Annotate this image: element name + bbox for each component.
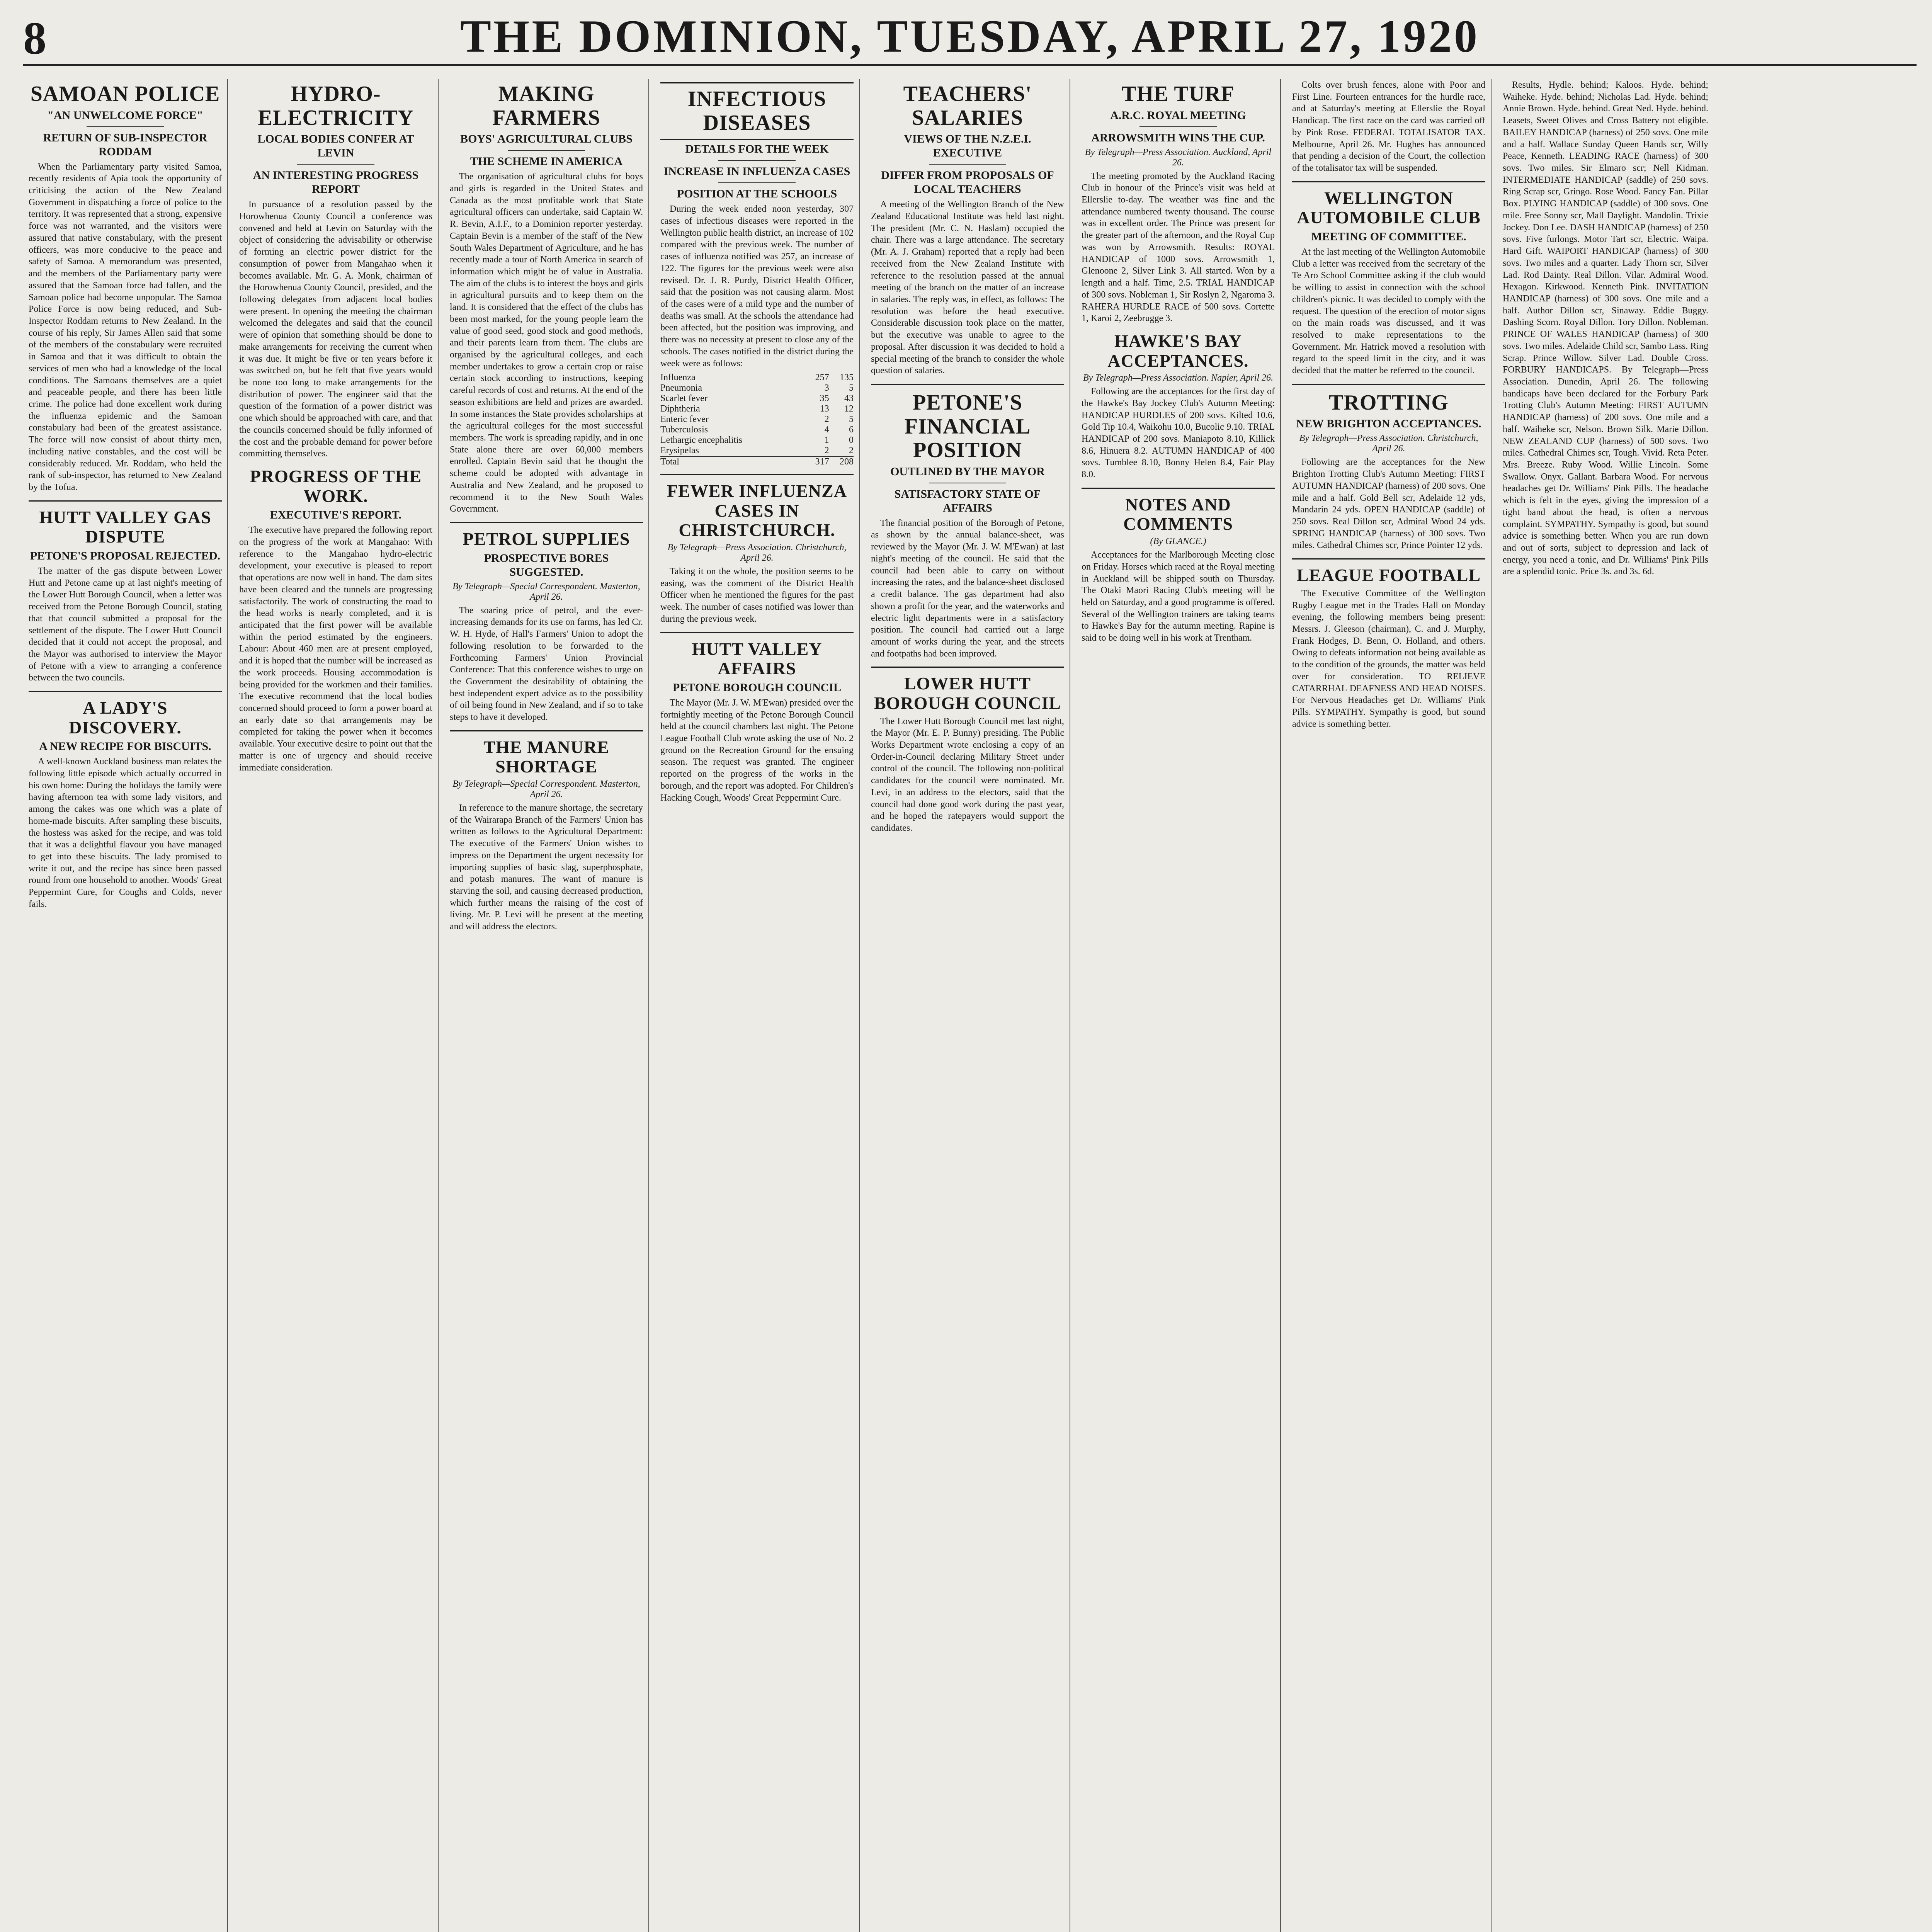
disease-name: Pneumonia <box>660 383 702 393</box>
article-ladys-discovery <box>29 698 222 910</box>
disease-name: Diphtheria <box>660 404 700 414</box>
case-count: 257 <box>815 372 829 383</box>
case-count: 2 <box>824 414 829 425</box>
case-count: 6 <box>849 425 854 435</box>
subheadline: PETONE BOROUGH COUNCIL <box>672 681 842 694</box>
case-count: 0 <box>849 435 854 446</box>
article-christchurch-influenza <box>660 481 854 625</box>
article-body: In reference to the manure shortage, the secretary of the Wairarapa Branch of the Farmers' Union has written as follows to the Agricultural Department: The executive of the Farmers' Union wishes to impress on the Department the urgent necessity for importing supplies of basic slag, superphosphate, and potash manures. The want of manure is starving the soil, and causing decreased production, which further means the raising of the cost of living. Mr. P. Levi will be present at the meeting and will address the electors. <box>450 803 643 932</box>
article-hawkes-bay <box>1082 332 1275 481</box>
article-trotting <box>1292 391 1485 551</box>
subheadline: DETAILS FOR THE WEEK <box>685 143 829 156</box>
disease-name: Lethargic encephalitis <box>660 435 743 446</box>
article-manure-shortage <box>450 738 643 933</box>
table-row <box>660 435 854 446</box>
subheadline: MEETING OF COMMITTEE. <box>1311 230 1466 243</box>
dateline: By Telegraph—Press Association. Christchurch, April 26. <box>1299 433 1478 454</box>
column-1 <box>23 79 228 1932</box>
article-body: When the Parliamentary party visited Samoa, recently residents of Apia took the opportunity of criticising the action of the New Zealand Government in dispatching a force of police to the territory. It was represented that a strong, expensive force was not warranted, and the visitors were assured that native constabulary, with the present officers, was more conducive to the peace and safety of Samoa. A memorandum was presented, and the members of the Parliamentary party were assured that the Samoan force had fallen, and the Samoan police had become unpopular. The Samoa Police Force is now being reduced, and Sub-Inspector Roddam returns to New Zealand. In the course of his reply, Sir James Allen said that some of the members of the constabulary were recruited in Samoa and that it was difficult to obtain the services of men who had a knowledge of the local conditions. The Samoans themselves are a quiet and peaceable people, and there has been little crime. The police had done excellent work during the influenza epidemic and the Samoan constabulary had been of the greatest assistance. The force will now consist of about thirty men, including native constables, and the cost will be considerably reduced. Mr. Roddam, who held the rank of sub-inspector, has returned to New Zealand by the Tofua. <box>29 162 222 492</box>
dateline: By Telegraph—Press Association. Auckland, April 26. <box>1085 147 1272 168</box>
article-body: The financial position of the Borough of Petone, as shown by the annual balance-sheet, was reviewed by the Mayor (Mr. J. W. M'Ewan) at last night's meeting of the council. He said that the council had been able to carry on without increasing the rates, and the balance-sheet disclosed a credit balance. The gas department had also shown a profit for the year, and the waterworks and electric light departments were in a satisfactory position. The council had carried out a large amount of works during the year, and the streets and footpaths had been improved. <box>871 518 1064 659</box>
article-body: In pursuance of a resolution passed by the Horowhenua County Council a conference was convened and held at Levin on Saturday with the object of considering the advisability or otherwise of forming an electric power district for the consumption of power from Mangahao when it becomes available. Mr. G. A. Monk, chairman of the Horowhenua County Council, presided, and the following delegates from adjacent local bodies were present. In opening the meeting the chairman welcomed the delegates and said that the council were of opinion that something should be done to make arrangements for receiving the current when it was due. It might be five or ten years before it was switched on, but he felt that five years would be none too long to make arrangements for the distribution of power. The engineer said that the question of the formation of a power district was one which should be approached with care, and that the councils concerned should be fully informed of the cost and the probable demand for power before committing themselves. <box>239 199 432 459</box>
table-row <box>660 383 854 393</box>
column-3 <box>444 79 649 1932</box>
article-making-farmers <box>450 82 643 515</box>
headline: HYDRO-ELECTRICITY <box>258 82 414 130</box>
article-body: Acceptances for the Marlborough Meeting close on Friday. Horses which raced at the Royal meeting in Auckland will be shipped south on Thursday. The Otaki Maori Racing Club's meeting will be held on Saturday, and a good programme is offered. Several of the Wellington trainers are taking teams to Hawke's Bay for the autumn meeting. Rapine is said to be doing well in his work at Trentham. <box>1082 550 1275 643</box>
article-automobile-club <box>1292 189 1485 377</box>
headline: HUTT VALLEY AFFAIRS <box>692 639 822 679</box>
table-row <box>660 372 854 383</box>
article-samoan-police <box>29 82 222 493</box>
headline: LEAGUE FOOTBALL <box>1296 565 1481 585</box>
subheadline: SATISFACTORY STATE OF AFFAIRS <box>894 487 1041 514</box>
article-body: The meeting promoted by the Auckland Racing Club in honour of the Prince's visit was held at Ellerslie to-day. The weather was fine and the attendance numbered twenty thousand. The course was in excellent order. The Prince was present for the greater part of the afternoon, and the Royal Cup was won by Arrowsmith. Results: ROYAL HANDICAP of 1000 sovs. Arrowsmith 1, Glenoone 2, Silver Link 3. All started. Won by a length and a half. Time, 2.5. TRIAL HANDICAP of 300 sovs. Nobleman 1, Sir Roslyn 2, Ngaroma 3. RAHERA HURDLE RACE of 500 sovs. Cortette 1, Karoi 2, Zeebrugge 3. <box>1082 171 1275 324</box>
case-count: 35 <box>820 393 829 404</box>
article-teachers-salaries <box>871 82 1064 377</box>
subheadline: RETURN OF SUB-INSPECTOR RODDAM <box>43 131 207 158</box>
article-petone-financial <box>871 391 1064 660</box>
case-count: 5 <box>849 383 854 393</box>
case-count: 2 <box>824 446 829 456</box>
byline: (By GLANCE.) <box>1150 536 1206 547</box>
article-turf-continued <box>1292 79 1485 174</box>
article-league-football <box>1292 566 1485 730</box>
headline: PETONE'S FINANCIAL POSITION <box>904 390 1031 463</box>
column-4 <box>655 79 860 1932</box>
article-body: At the last meeting of the Wellington Automobile Club a letter was received from the secretary of the Te Aro School Committee asking if the club would be willing to assist in connection with the school children's picnic. It was decided to comply with the request. The question of the erection of motor signs on the main roads was discussed, and it was resolved to make representations to the Government. Mr. Hatrick moved a resolution with regard to the speed limit in the city, and it was decided that the matter be referred to the council. <box>1292 247 1485 376</box>
article-lower-hutt-council <box>871 674 1064 834</box>
column-5 <box>866 79 1070 1932</box>
article-trotting-continued <box>1503 79 1708 578</box>
subheadline: PETONE'S PROPOSAL REJECTED. <box>30 549 221 562</box>
article-body: A well-known Auckland business man relates the following little episode which actually occurred in his own home: During the holidays the family were having afternoon tea with some lady visitors, and among the cakes was one which was a plate of home-made biscuits. After sampling these biscuits, the hostess was asked for the recipe, and was told that it was a delightful flavour you have managed to get into these biscuits. The lady promised to write it out, and the recipe has since been passed round from one household to another. Woods' Great Peppermint Cure, for Coughs and Colds, never fails. <box>29 757 222 909</box>
disease-name: Influenza <box>660 372 696 383</box>
masthead <box>23 8 1917 66</box>
article-body: The Executive Committee of the Wellington Rugby League met in the Trades Hall on Monday evening, the following members being present: Messrs. J. Gleeson (chairman), C. and J. Murphy, Frank Hodges, D. Benn, O. Holland, and others. Owing to defeats information not being available as to the condition of the grounds, the matter was held over for consideration. TO RELIEVE CATARRHAL DEAFNESS AND HEAD NOISES. For Nervous Headaches get Dr. Williams' Pink Pills. SYMPATHY. Sympathy is good, but sound advice is something better. <box>1292 588 1485 729</box>
case-count: 135 <box>840 372 854 383</box>
table-row <box>660 414 854 425</box>
newspaper-title: THE DOMINION, TUESDAY, APRIL 27, 1920 <box>460 10 1480 62</box>
subheadline: EXECUTIVE'S REPORT. <box>270 509 402 522</box>
table-row <box>660 393 854 404</box>
table-row <box>660 446 854 456</box>
subheadline: PROSPECTIVE BORES SUGGESTED. <box>484 551 609 578</box>
article-body: During the week ended noon yesterday, 307 cases of infectious diseases were reported in the Wellington public health district, an increase of 102 compared with the previous week. The number of cases of influenza notified was 257, an increase of 122. The figures for the previous week were also revised. Dr. J. R. Purdy, District Health Officer, said that the position was not causing alarm. Most of the cases were of a mild type and the number of deaths was small. At the schools the attendance had been affected, but the position was improving, and there was no necessity at present to close any of the schools. The cases notified in the district during the week were as follows: <box>660 204 854 369</box>
subheadline: THE SCHEME IN AMERICA <box>470 155 623 168</box>
article-notes-comments <box>1082 495 1275 644</box>
article-body: The Lower Hutt Borough Council met last night, the Mayor (Mr. E. P. Bunny) presiding. The Public Works Department wrote enclosing a copy of an Order-in-Council declaring Military Street under control of the council. The following non-political candidates for the council were nominated. Mr. Levi, in an address to the electors, said that the council had done good work during the past year, and he hoped the ratepayers would support the candidates. <box>871 716 1064 833</box>
column-8 <box>1497 79 1714 1932</box>
headline: FEWER INFLUENZA CASES IN CHRISTCHURCH. <box>667 481 847 540</box>
article-body: The organisation of agricultural clubs for boys and girls is regarded in the United States and Canada as the most profitable work that State agricultural officers can undertake, said Captain W. R. Bevin, A.I.F., to a Dominion reporter yesterday. Captain Bevin is a member of the staff of the New South Wales Department of Agriculture, and he has recently made a tour of North America in search of information which might be of value in Australia. The aim of the clubs is to interest the boys and girls in agricultural pursuits and to keep them on the land. It is considered that the effect of the clubs has been most marked, for the young people learn the value of good seed, good stock and good methods, and their parents learn from them. The clubs are organised by the agricultural colleges, and each member undertakes to grow a certain crop or raise certain stock according to instructions, keeping careful records of cost and returns. At the end of the season exhibitions are held and prizes are awarded. In some instances the State provides scholarships at the agricultural colleges for the most successful members. The work is spreading rapidly, and in one State alone there are over 60,000 members enrolled. Captain Bevin said that he thought the scheme could be adopted with advantage in Australia and New Zealand, and he proposed to recommend it to the New South Wales Government. <box>450 172 643 514</box>
subheadline: A NEW RECIPE FOR BISCUITS. <box>39 740 211 753</box>
subheadline: NEW BRIGHTON ACCEPTANCES. <box>1296 417 1481 430</box>
headline: A LADY'S DISCOVERY. <box>69 698 182 737</box>
disease-name: Erysipelas <box>660 446 699 456</box>
article-petrol-supplies <box>450 529 643 723</box>
case-count: 43 <box>844 393 854 404</box>
article-body: A meeting of the Wellington Branch of the New Zealand Educational Institute was held last night. The president (Mr. C. N. Haslam) occupied the chair. There was a large attendance. The secretary (Mr. A. J. Graham) reported that a reply had been received from the New Zealand Institute with reference to the resolution passed at the annual meeting of the branch on the matter of an increase in salaries. The reply was, in effect, as follows: The resolution was before the head executive. Considerable discussion took place on the matter, but the executive was unable to agree to the proposal. After discussion it was decided to hold a special meeting of the branch to consider the whole question of salaries. <box>871 199 1064 376</box>
case-count: 12 <box>844 404 854 414</box>
headline: LOWER HUTT BOROUGH COUNCIL <box>874 673 1061 713</box>
dateline: By Telegraph—Special Correspondent. Masterton, April 26. <box>452 779 640 799</box>
page-number: 8 <box>23 12 46 64</box>
headline: MAKING FARMERS <box>492 82 600 130</box>
case-count: 1 <box>824 435 829 446</box>
headline: THE MANURE SHORTAGE <box>483 737 609 777</box>
subheadline: ARROWSMITH WINS THE CUP. <box>1091 131 1265 144</box>
disease-name: Enteric fever <box>660 414 709 425</box>
headline: INFECTIOUS DISEASES <box>660 82 854 140</box>
headline: TEACHERS' SALARIES <box>903 82 1032 130</box>
headline: NOTES AND COMMENTS <box>1123 494 1233 534</box>
case-count: 13 <box>820 404 829 414</box>
article-infectious-diseases <box>660 82 854 467</box>
dateline: By Telegraph—Press Association. Napier, April 26. <box>1083 373 1274 383</box>
headline: THE TURF <box>1122 82 1235 106</box>
case-count: 2 <box>849 446 854 456</box>
disease-name: Scarlet fever <box>660 393 707 404</box>
article-body: Results, Hydle. behind; Kaloos. Hyde. behind; Waiheke. Hyde. behind; Nicholas Lad. Hyde. behind; Annie Brown. Hyde. behind. Great Ned. Hyde. behind. Leasets, Sweet Olives and Cross Battery not eligible. BAILEY HANDICAP (harness) of 250 sovs. One mile and a half. Wallace Sunday Queen Hands scr, Willy Peace, Kenneth. LEADING RACE (harness) of 300 sovs. Two miles. Sir Elmaro scr; Nell Kidman. INTERMEDIATE HANDICAP (saddle) of 250 sovs. Ring Scrap scr, Gringo. Rose Wood. Fancy Fan. Pillar Box. PLYING HANDICAP (saddle) of 300 sovs. One mile. Free Sonny scr, Mall Daylight. Mandolin. Trixie Jockey. Don Lee. DASH HANDICAP (harness) of 250 sovs. Five furlongs. Motor Tart scr, Electric. Waipa. Hard Gift. WAIPORT HANDICAP (harness) of 300 sovs. Two miles and a quarter. Lady Thorn scr, Silver Lad. Rod Dainty. Real Dillon. Vilar. Admiral Wood. Hexagon. Kirkwood. Kenneth Pink. INVITATION HANDICAP (harness) of 300 sovs. One mile and a half. Author Dillon scr, Sinaway. Eddie Buggy. Dashing Scorn. Royal Dillon. Tory Dillon. Nobleman. PRINCE OF WALES HANDICAP (harness) of 300 sovs. Two miles. Adelaide Child scr, Sambo Lass. Ring Scrap. Prince Willow. Silver Lad. Double Cross. FORBURY HANDICAPS. By Telegraph—Press Association. Dunedin, April 26. The following handicaps have been declared for the Forbury Park Trotting Club's Autumn Meeting: FIRST AUTUMN HANDICAP (harness) of 200 sovs. One mile and a half. Waiheke scr, Nelson. Brown Silk. Marie Dillon. NEW ZEALAND CUP (harness) of 500 sovs. Two miles. Cathedral Chimes scr, Tough. Vivid. Reta Peter. Mrs. Breeze. Ruby Wood. Willie Lincoln. Some Swallow. Onyx. Gallant. Barbara Wood. For nervous headaches get Dr. Williams' Pink Pills. The headache which is felt in the eyes, giving the impression of a tight band about the head, is often a nervous complaint. SYMPATHY. Sympathy is good, but sound advice is something better. When you are run down and out of sorts, subject to depression and lack of energy, you need a tonic, and Dr. Williams' Pink Pills are a splendid tonic. Price 3s. and 3s. 6d. <box>1503 80 1708 577</box>
headline: HUTT VALLEY GAS DISPUTE <box>39 507 211 547</box>
article-hutt-gas <box>29 508 222 684</box>
dateline: By Telegraph—Special Correspondent. Masterton, April 26. <box>452 581 640 602</box>
column-7 <box>1287 79 1492 1932</box>
article-body: Colts over brush fences, alone with Poor and First Line. Fourteen entrances for the hurdle race, and at Saturday's meeting at Ellerslie the Royal Handicap. The first race on the card was carried off by Pink Rose. FEDERAL TOTALISATOR TAX. Melbourne, April 26. Mr. Hughes has announced that pending a decision of the Court, the collection of the totalisator tax will be suspended. <box>1292 80 1485 173</box>
article-body: The executive have prepared the following report on the progress of the work at Mangahao: With reference to the Mangahao hydro-electric development, your executive is pleased to report that operations are now well in hand. The dam sites have been cleared and the tunnels are progressing satisfactorily. The work of constructing the road to the head works is nearly completed, and it is anticipated that the first power will be available within the period estimated by the engineers. Labour: About 460 men are at present employed, and it is hoped that the number will be increased as the work proceeds. Housing accommodation is being provided for the workmen and their families. The executive recommend that the local bodies concerned should proceed to form a power board at an early date so that arrangements may be completed for taking the power when it becomes available. Your executive desire to point out that the matter is one of urgency and should receive immediate consideration. <box>239 525 432 773</box>
subheadline: "AN UNWELCOME FORCE" <box>47 109 203 122</box>
disease-table <box>660 372 854 467</box>
subheadline: VIEWS OF THE N.Z.E.I. EXECUTIVE <box>904 133 1031 160</box>
column-2 <box>234 79 439 1932</box>
dateline: By Telegraph—Press Association. Christchurch, April 26. <box>667 543 847 563</box>
article-hydro-electricity <box>239 82 432 460</box>
article-the-turf <box>1082 82 1275 325</box>
article-body: The matter of the gas dispute between Lower Hutt and Petone came up at last night's meeting of the Lower Hutt Borough Council, when a letter was received from the Petone Borough Council, stating that that council submitted a proposal for the settlement of the dispute. The Lower Hutt Council decided that it could not accept the proposal, and the Mayor was authorised to interview the Mayor of Petone with a view to arranging a conference between the two councils. <box>29 566 222 683</box>
table-total-row: Total 317 208 <box>660 457 854 467</box>
article-body: Taking it on the whole, the position seems to be easing, was the comment of the District Health Officer when he mentioned the figures for the past week. The number of cases notified was lower than during the previous week. <box>660 566 854 624</box>
case-count: 3 <box>824 383 829 393</box>
disease-name: Tuberculosis <box>660 425 708 435</box>
subheadline: LOCAL BODIES CONFER AT LEVIN <box>257 133 414 160</box>
subheadline: OUTLINED BY THE MAYOR <box>890 465 1045 478</box>
headline: PROGRESS OF THE WORK. <box>250 466 422 506</box>
article-progress-of-work <box>239 467 432 774</box>
article-hutt-valley-affairs <box>660 639 854 804</box>
headline: WELLINGTON AUTOMOBILE CLUB <box>1297 188 1481 228</box>
table-row <box>660 404 854 414</box>
newspaper-page <box>23 8 1917 1932</box>
article-body: The Mayor (Mr. J. W. M'Ewan) presided over the fortnightly meeting of the Petone Borough Council held at the council chambers last night. The Petone League Football Club wrote asking the use of No. 2 ground on the Recreation Ground for the ensuing season. The request was granted. The engineer reported on the progress of the works in the borough, and the report was adopted. For Children's Hacking Cough, Woods' Great Peppermint Cure. <box>660 697 854 803</box>
subheadline: AN INTERESTING PROGRESS REPORT <box>253 169 419 196</box>
subheadline: BOYS' AGRICULTURAL CLUBS <box>460 133 633 146</box>
headline: SAMOAN POLICE <box>30 82 220 106</box>
column-6 <box>1076 79 1281 1932</box>
case-count: 4 <box>824 425 829 435</box>
subheadline: A.R.C. ROYAL MEETING <box>1110 109 1246 122</box>
headline: PETROL SUPPLIES <box>463 529 630 549</box>
subheadline: INCREASE IN INFLUENZA CASES <box>663 165 850 178</box>
article-body: The soaring price of petrol, and the ever-increasing demands for its use on farms, has led Cr. W. H. Hyde, of Hall's Farmers' Union to adopt the following resolution to be forwarded to the Forthcoming Farmers' Union Provincial Conference: That this conference wishes to urge on the Government the desirability of obtaining the best independent expert advice as to the possibility of oil being found in New Zealand, and if so to take steps to have it developed. <box>450 605 643 723</box>
article-body: Following are the acceptances for the first day of the Hawke's Bay Jockey Club's Autumn Meeting: HANDICAP HURDLES of 200 sovs. Kilted 10.6, Gold Tip 10.4, Waikohu 10.0, Bucolic 9.10. TRIAL HANDICAP of 200 sovs. Maniapoto 8.10, Killick 8.6, Hinuera 8.2. AUTUMN HANDICAP of 400 sovs. Tumblee 8.10, Bonny Helen 8.4, Fair Play 8.0. <box>1082 386 1275 480</box>
case-count: 5 <box>849 414 854 425</box>
subheadline: DIFFER FROM PROPOSALS OF LOCAL TEACHERS <box>881 169 1054 196</box>
headline: HAWKE'S BAY ACCEPTANCES. <box>1107 331 1249 371</box>
article-body: Following are the acceptances for the New Brighton Trotting Club's Autumn Meeting: FIRST AUTUMN HANDICAP (harness) of 200 sovs. One mile and a half. Gold Bell scr, Adelaide 12 yds, Mandarin 24 yds. OPEN HANDICAP (saddle) of 250 sovs. Real Dillon scr, Admiral Wood 24 yds. SPRING HANDICAP (harness) of 300 sovs. Two miles. Cathedral Chimes scr, Prince Pointer 12 yds. <box>1292 457 1485 551</box>
headline: TROTTING <box>1329 390 1449 415</box>
subheadline: POSITION AT THE SCHOOLS <box>677 187 837 201</box>
table-row <box>660 425 854 435</box>
